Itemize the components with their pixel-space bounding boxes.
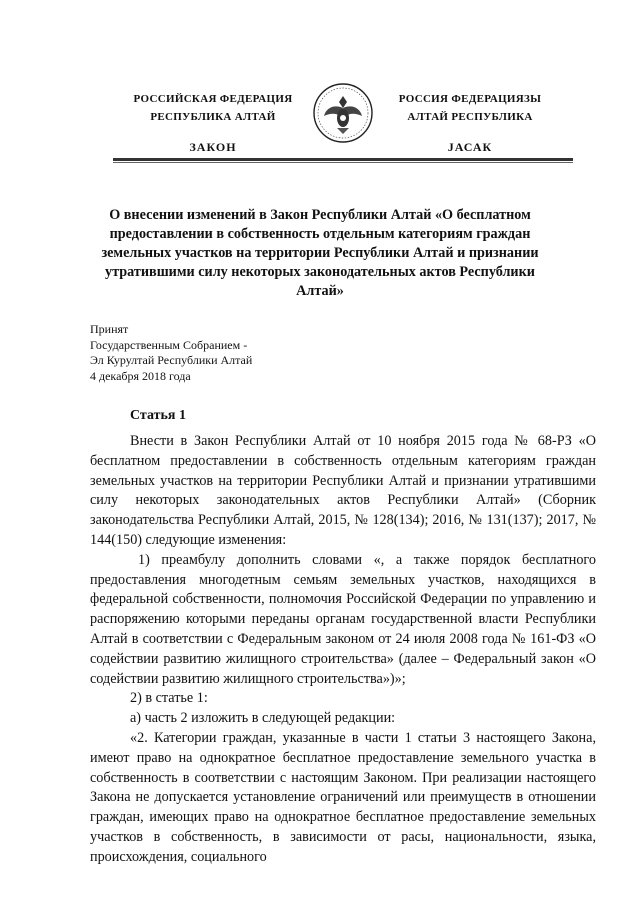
coat-of-arms-emblem-icon xyxy=(312,82,374,144)
header-left-block xyxy=(118,90,308,156)
article-body xyxy=(90,432,596,868)
article-heading: Статья 1 xyxy=(130,408,186,423)
adoption-line1: Принят xyxy=(90,322,129,336)
article-paragraph: а) часть 2 изложить в следующей редакции: xyxy=(130,710,396,727)
adoption-line3: Эл Курултай Республики Алтай xyxy=(90,353,253,367)
law-title: О внесении изменений в Закон Республики Алтай «О бесплатном предоставлении в собственность отдельным категориям граждан земельных участков на территории Республики Алтай и признании утратившими силу некоторых законодательных актов Республики Алтай» xyxy=(101,207,539,299)
header-right-line2: АЛТАЙ РЕСПУБЛИКА xyxy=(407,111,533,123)
header-divider-thin xyxy=(113,162,573,163)
header-right-line1: РОССИЯ ФЕДЕРАЦИЯЗЫ xyxy=(398,93,542,105)
header-left-law-word: ЗАКОН xyxy=(189,140,237,154)
header-divider-thick xyxy=(113,158,573,161)
article-paragraph: 2) в статье 1: xyxy=(130,690,208,707)
article-paragraph: «2. Категории граждан, указанные в части 1 статьи 3 настоящего Закона, имеют право на однократное бесплатное предоставление земельного участка в собственность в соответствии с настоящим Законом. При реализации настоящего Закона не допускается установление ограничений или преимуществ в отношении граждан, имеющих право на однократное бесплатное предоставление земельных участков в собственность, в зависимости от расы, национальности, языка, происхождения, социального xyxy=(90,729,596,865)
adoption-block xyxy=(90,322,252,384)
header-left-line2: РЕСПУБЛИКА АЛТАЙ xyxy=(150,111,276,123)
adoption-date: 4 декабря 2018 года xyxy=(90,368,191,383)
header-left-line1: РОССИЙСКАЯ ФЕДЕРАЦИЯ xyxy=(133,93,293,105)
article-paragraph: 1) преамбулу дополнить словами «, а также порядок бесплатного предоставления многодетным семьям земельных участков, находящихся в федеральной собственности, полномочия Российской Федерации по управлению и распоряжению которыми переданы органам государственной власти Республики Алтай в соответствии с Федеральным законом от 24 июля 2008 года № 161-ФЗ «О содействии развитию жилищного строительства» (далее – Федеральный закон «О содействии развитию жилищного строительства»)»; xyxy=(90,551,596,687)
header-right-law-word: JАСАК xyxy=(447,140,493,154)
header-right-block xyxy=(380,90,560,156)
article-paragraph: Внести в Закон Республики Алтай от 10 ноября 2015 года № 68-РЗ «О бесплатном предоставлении в собственность отдельным категориям граждан земельных участков на территории Республики Алтай и признании утратившими силу некоторых законодательных актов Республики Алтай» (Сборник законодательства Республики Алтай, 2015, № 128(134); 2016, № 131(137); 2017, № 144(150) следующие изменения: xyxy=(90,433,596,548)
adoption-line2: Государственным Собранием - xyxy=(90,337,248,352)
